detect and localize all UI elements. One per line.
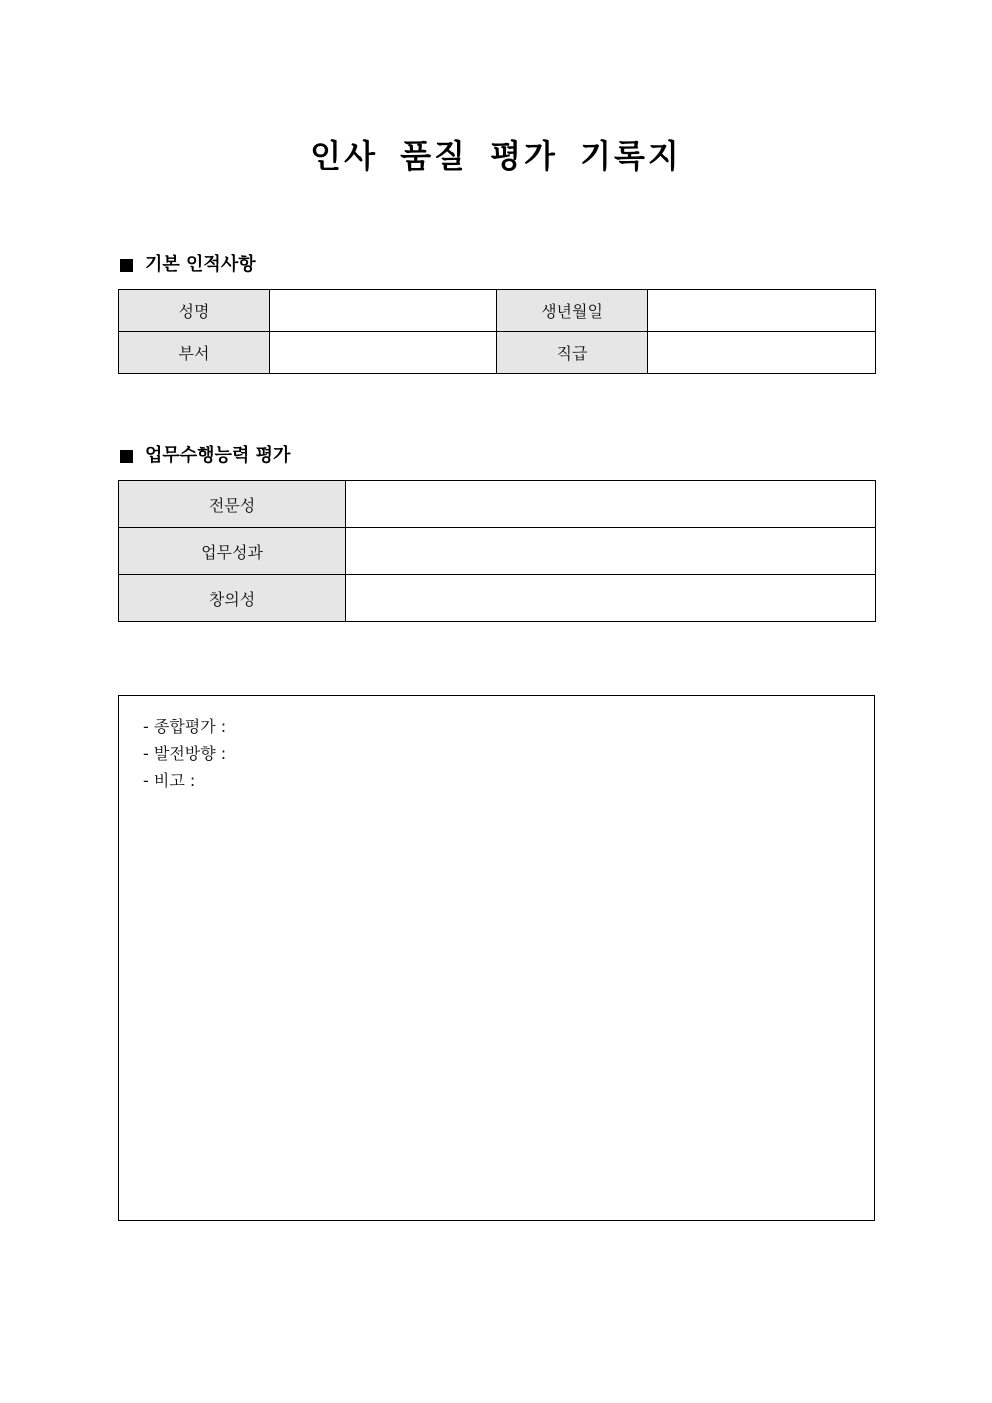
page-title: 인사 품질 평가 기록지 [310, 137, 682, 175]
notes-list [119, 696, 874, 794]
position-label: 직급 [497, 332, 648, 374]
name-label: 성명 [119, 290, 270, 332]
black-square-icon [120, 259, 133, 272]
birthdate-label: 생년월일 [497, 290, 648, 332]
position-field[interactable] [648, 332, 876, 374]
expertise-label: 전문성 [119, 481, 346, 528]
table-row [119, 528, 876, 575]
section-heading-text: 업무수행능력 평가 [145, 445, 291, 466]
department-label: 부서 [119, 332, 270, 374]
note-development-direction: - 발전방향 : [143, 744, 227, 763]
table-row [119, 290, 876, 332]
creativity-field[interactable] [346, 575, 876, 622]
notes-box[interactable] [118, 695, 875, 1221]
creativity-label: 창의성 [119, 575, 346, 622]
work-results-label: 업무성과 [119, 528, 346, 575]
department-field[interactable] [270, 332, 497, 374]
birthdate-field[interactable] [648, 290, 876, 332]
note-remarks: - 비고 : [143, 771, 196, 790]
table-row [119, 575, 876, 622]
name-field[interactable] [270, 290, 497, 332]
basic-info-table [118, 289, 876, 374]
black-square-icon [120, 450, 133, 463]
work-results-field[interactable] [346, 528, 876, 575]
table-row [119, 481, 876, 528]
table-row [119, 332, 876, 374]
note-overall-evaluation: - 종합평가 : [143, 717, 227, 736]
performance-table [118, 480, 876, 622]
section-heading-basic-info [118, 252, 256, 278]
section-heading-text: 기본 인적사항 [145, 254, 256, 275]
expertise-field[interactable] [346, 481, 876, 528]
section-heading-performance [118, 443, 290, 469]
